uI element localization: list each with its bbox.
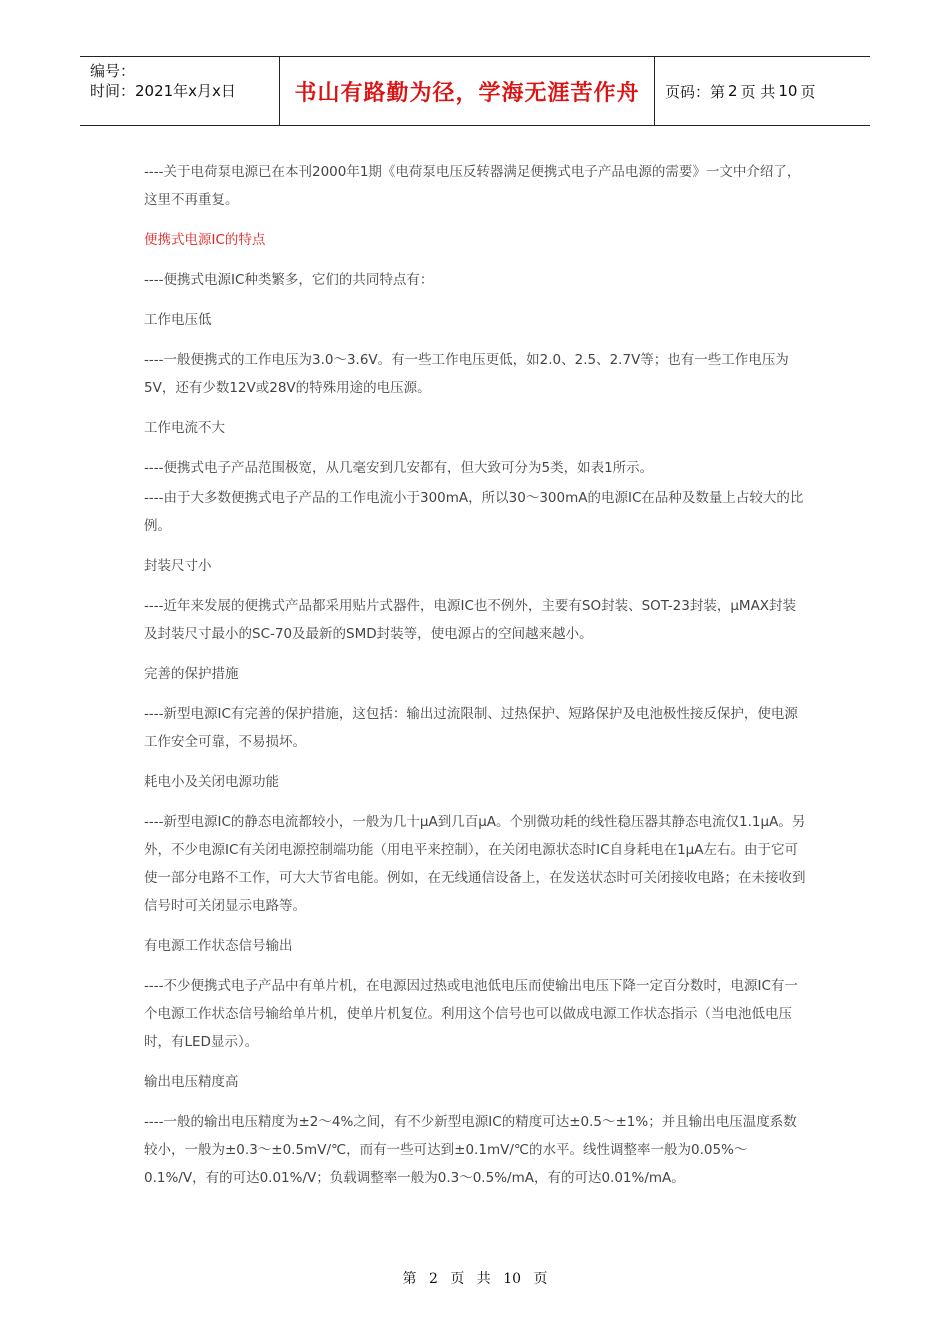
section-heading: 工作电流不大	[144, 420, 225, 436]
footer-page-number: 2	[428, 1271, 438, 1287]
page-header	[80, 56, 870, 126]
paragraph: ----一般的输出电压精度为±2～4%之间，有不少新型电源IC的精度可达±0.5～±1%；并且输出电压温度系数较小，一般为±0.3～±0.5mV/℃，而有一些可达到±0.1mV/℃的水平。线性调整率一般为0.05%～0.1%/V，有的可达0.01%/V；负载调整率一般为0.3～0.5%/mA，有的可达0.01%/mA。	[144, 1114, 797, 1186]
paragraph: ----关于电荷泵电源已在本刊2000年1期《电荷泵电压反转器满足便携式电子产品电源的需要》一文中介绍了，这里不再重复。	[144, 164, 801, 208]
page-code-suffix: 页	[800, 82, 816, 101]
paragraph: ----由于大多数便携式电子产品的工作电流小于300mA，所以30～300mA的电源IC在品种及数量上占较大的比例。	[144, 490, 804, 534]
document-body	[144, 158, 806, 1204]
section-heading: 封装尺寸小	[144, 558, 212, 574]
footer-gong: 共	[476, 1271, 491, 1287]
section-heading: 完善的保护措施	[144, 666, 239, 682]
footer-ye: 页	[450, 1271, 465, 1287]
paragraph: ----不少便携式电子产品中有单片机，在电源因过热或电池低电压而使输出电压下降一定百分数时，电源IC有一个电源工作状态信号输给单片机，使单片机复位。利用这个信号也可以做成电源工作状态指示（当电池低电压时，有LED显示）。	[144, 978, 798, 1050]
paragraph: ----便携式电源IC种类繁多，它们的共同特点有：	[144, 272, 434, 288]
section-heading: 工作电压低	[144, 312, 212, 328]
paragraph: ----新型电源IC有完善的保护措施，这包括：输出过流限制、过热保护、短路保护及电池极性接反保护，使电源工作安全可靠，不易损坏。	[144, 706, 798, 750]
paragraph: ----近年来发展的便携式产品都采用贴片式器件，电源IC也不例外，主要有SO封装、SOT-23封装，μMAX封装及封装尺寸最小的SC-70及最新的SMD封装等，使电源占的空间越来越小。	[144, 598, 797, 642]
paragraph: ----新型电源IC的静态电流都较小，一般为几十μA到几百μA。个别微功耗的线性稳压器其静态电流仅1.1μA。另外，不少电源IC有关闭电源控制端功能（用电平来控制），在关闭电源状态时IC自身耗电在1μA左右。由于它可使一部分电路不工作，可大大节省电能。例如，在无线通信设备上，在发送状态时可关闭接收电路；在未接收到信号时可关闭显示电路等。	[144, 814, 806, 914]
section-heading: 耗电小及关闭电源功能	[144, 774, 279, 790]
page-code-mid: 页 共	[740, 82, 776, 101]
footer-di: 第	[402, 1271, 417, 1287]
header-info	[80, 57, 280, 125]
section-heading: 便携式电源IC的特点	[144, 232, 266, 248]
time-label: 时间：2021年x月x日	[90, 82, 236, 100]
section-heading: 有电源工作状态信号输出	[144, 938, 293, 954]
paragraph: ----一般便携式的工作电压为3.0～3.6V。有一些工作电压更低，如2.0、2.5、2.7V等；也有一些工作电压为5V，还有少数12V或28V的特殊用途的电压源。	[144, 352, 789, 396]
page-code-number: 2	[728, 82, 738, 100]
header-page-code	[655, 57, 870, 125]
page-code-total: 10	[778, 82, 798, 100]
footer-ye-2: 页	[533, 1271, 548, 1287]
page-code-prefix: 页码：第	[665, 82, 726, 101]
section-heading: 输出电压精度高	[144, 1074, 239, 1090]
page-footer	[0, 1268, 950, 1288]
footer-total-pages: 10	[503, 1271, 522, 1287]
header-motto: 书山有路勤为径，学海无涯苦作舟	[280, 57, 655, 125]
paragraph: ----便携式电子产品范围极宽，从几毫安到几安都有，但大致可分为5类，如表1所示。	[144, 460, 654, 476]
number-label: 编号：	[90, 62, 136, 80]
